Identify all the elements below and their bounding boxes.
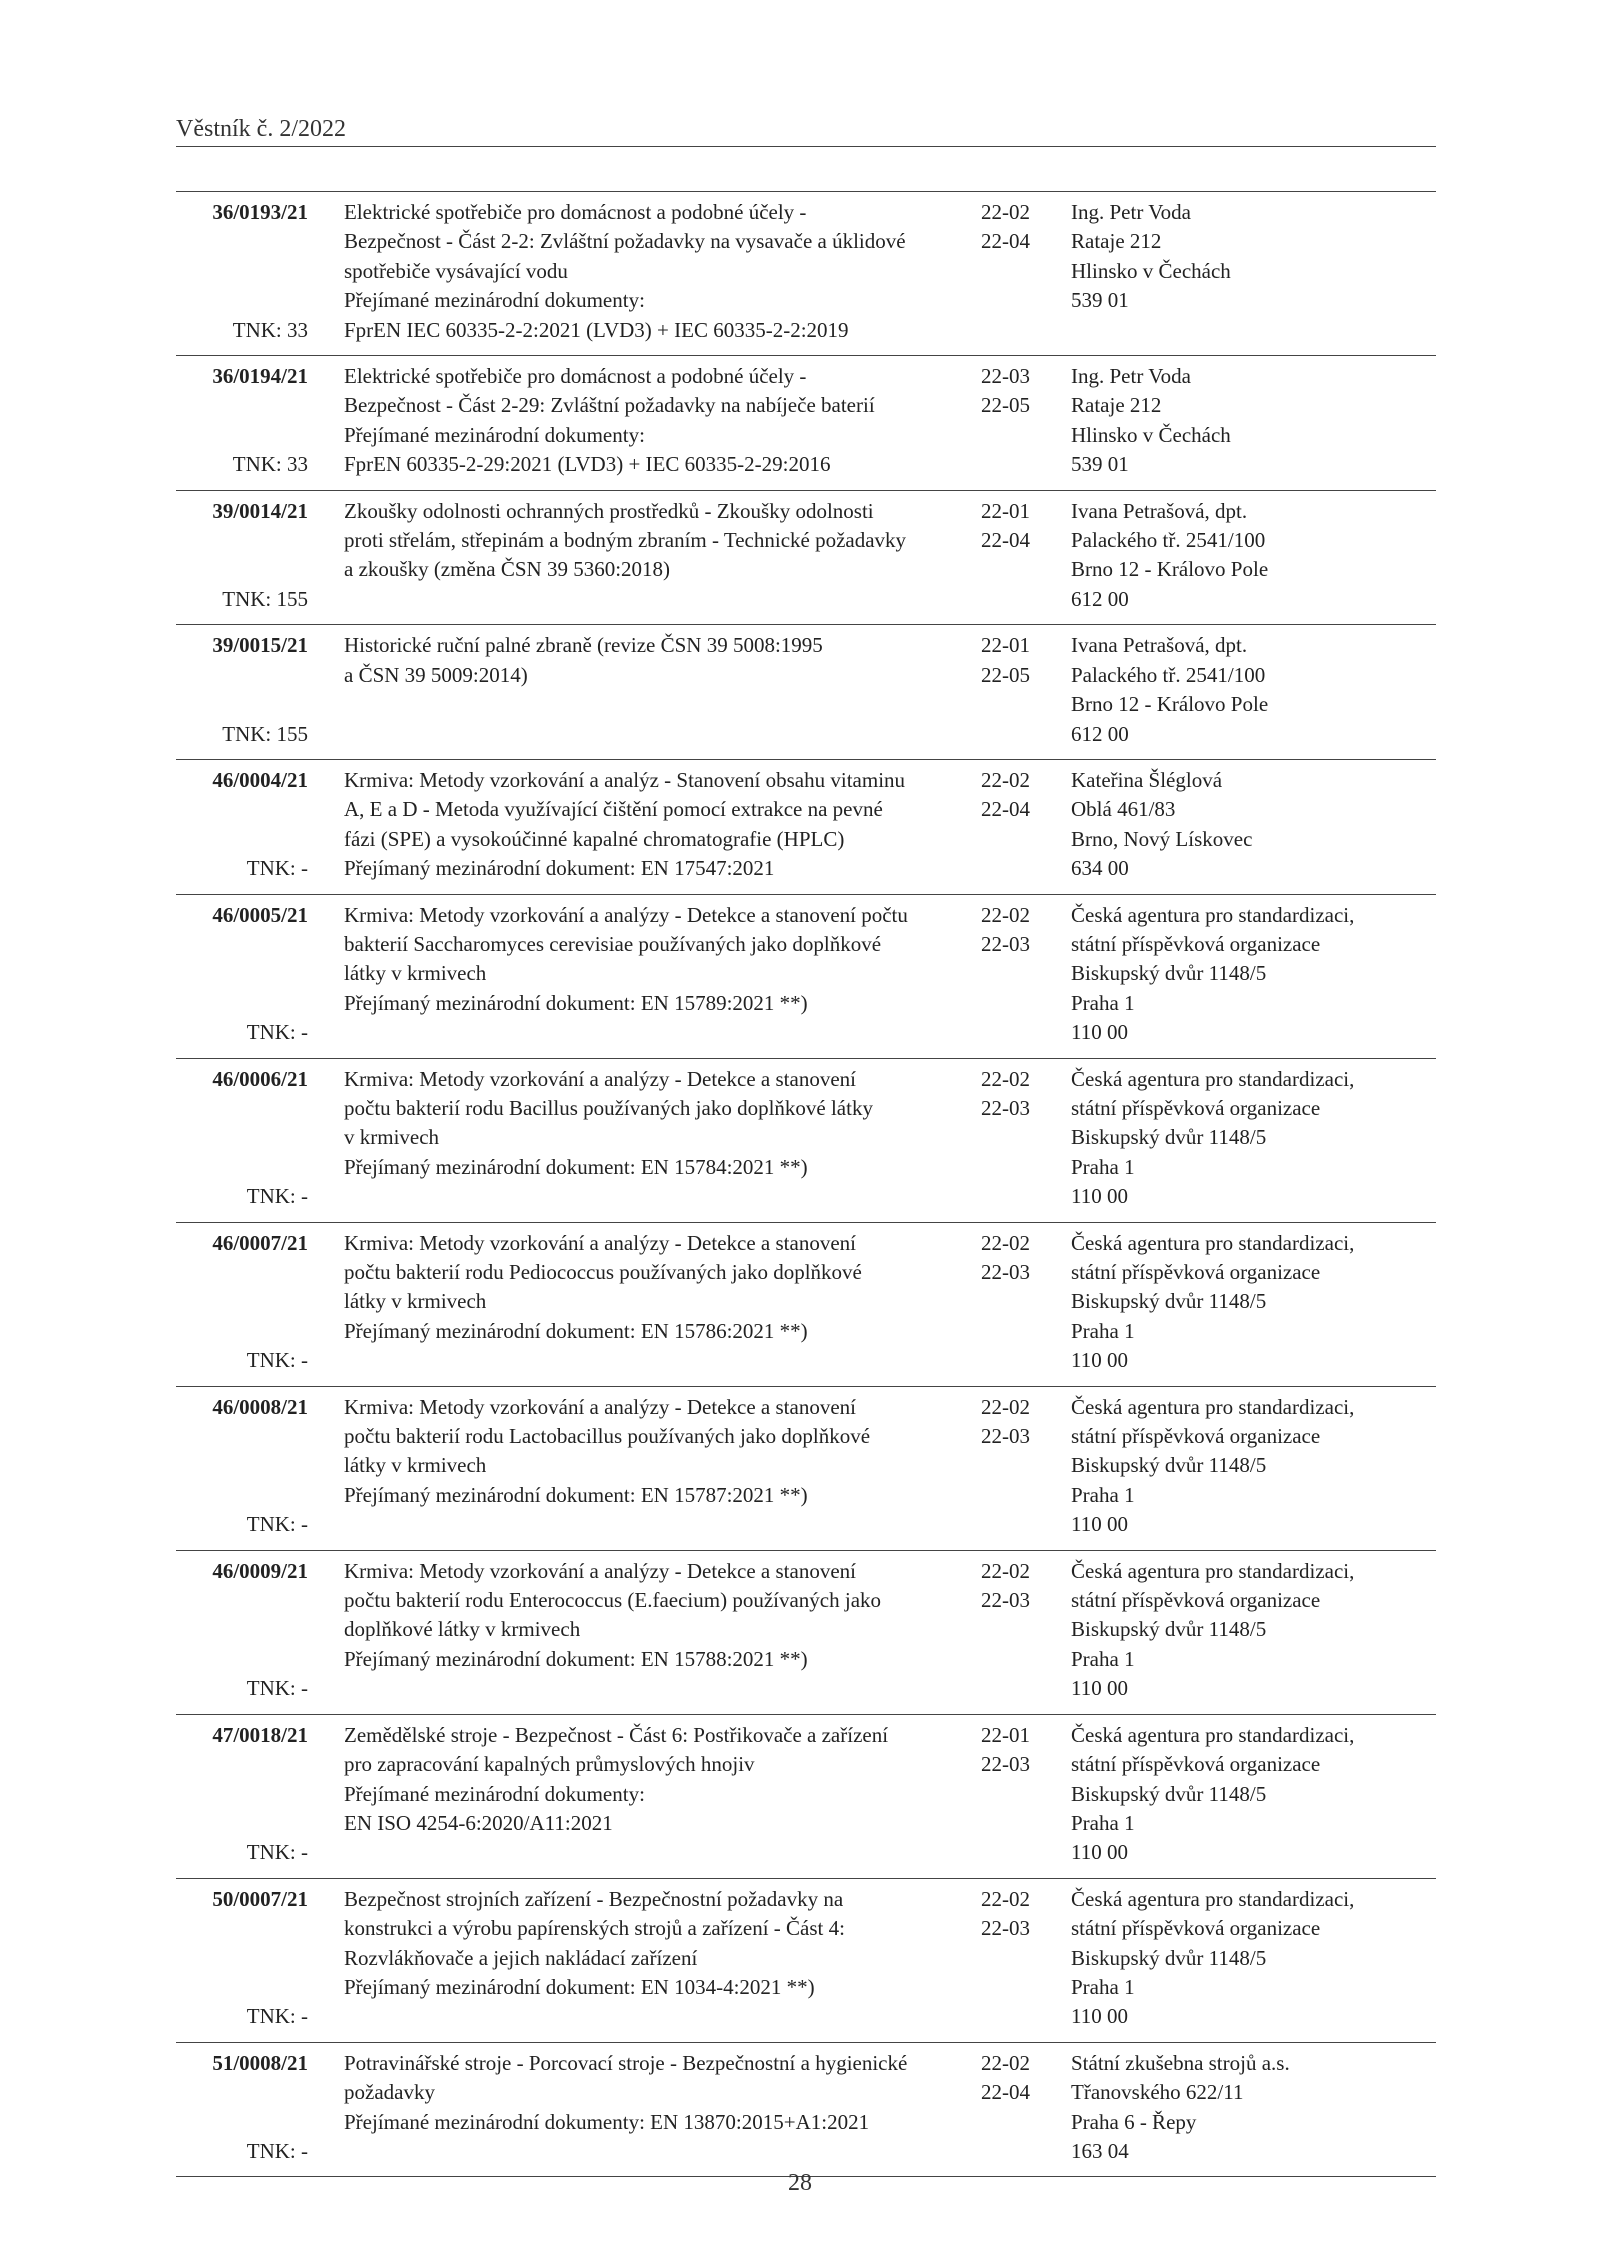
title-line: v krmivech — [344, 1125, 440, 1150]
entry-number: 46/0009/21 — [212, 1558, 308, 1583]
address-line: Biskupský dvůr 1148/5 — [1071, 961, 1267, 986]
title-line: A, E a D - Metoda využívající čištění pomocí extrakce na pevné — [344, 797, 883, 822]
address-line: státní příspěvková organizace — [1071, 931, 1321, 956]
page-number: 28 — [788, 2170, 812, 2196]
address-line: 539 01 — [1071, 288, 1129, 313]
date-value: 22-04 — [981, 229, 1030, 254]
title-line: Přejímaný mezinárodní dokument: EN 15787:2021 **) — [344, 1482, 808, 1507]
address-line: 110 00 — [1071, 1184, 1128, 1209]
title-line: a ČSN 39 5009:2014) — [344, 662, 528, 687]
entry-tnk: TNK: - — [246, 1840, 308, 1865]
entry-number: 51/0008/21 — [212, 2050, 308, 2075]
title-line: Přejímaný mezinárodní dokument: EN 15786:2021 **) — [344, 1318, 808, 1343]
entry-address — [1067, 362, 1436, 480]
entry-title — [308, 362, 975, 480]
entry-number: 36/0194/21 — [212, 364, 308, 389]
table-row — [176, 1879, 1436, 2043]
address-line: Palackého tř. 2541/100 — [1071, 528, 1266, 553]
entry-number: 39/0015/21 — [212, 633, 308, 658]
address-line: 110 00 — [1071, 1676, 1128, 1701]
entry-tnk: TNK: 33 — [232, 452, 308, 477]
title-line: počtu bakterií rodu Pediococcus používaných jako doplňkové — [344, 1260, 862, 1284]
page-header — [176, 112, 1436, 147]
entry-number: 46/0006/21 — [212, 1066, 308, 1091]
table-row — [176, 895, 1436, 1059]
address-line: Praha 1 — [1071, 1318, 1135, 1343]
date-value: 22-02 — [981, 1886, 1030, 1911]
entry-title — [308, 1229, 975, 1376]
title-line: Přejímané mezinárodní dokumenty: — [344, 422, 645, 447]
table-row — [176, 1059, 1436, 1223]
entry-number: 46/0007/21 — [212, 1230, 308, 1255]
entry-number: 47/0018/21 — [212, 1722, 308, 1747]
entry-tnk: TNK: - — [246, 2004, 308, 2029]
entry-address — [1067, 766, 1436, 884]
address-line: Praha 6 - Řepy — [1071, 2109, 1197, 2134]
address-line: státní příspěvková organizace — [1071, 1588, 1321, 1613]
entry-number: 39/0014/21 — [212, 498, 308, 523]
title-line: Krmiva: Metody vzorkování a analýzy - Detekce a stanovení — [344, 1558, 856, 1583]
address-line: 612 00 — [1071, 721, 1129, 746]
date-value: 22-01 — [981, 633, 1030, 658]
title-line: pro zapracování kapalných průmyslových hnojiv — [344, 1752, 755, 1777]
address-line: Praha 1 — [1071, 1646, 1135, 1671]
table-row — [176, 1551, 1436, 1715]
title-line: Potravinářské stroje - Porcovací stroje - Bezpečnostní a hygienické — [344, 2050, 908, 2075]
title-line: Krmiva: Metody vzorkování a analýzy - Detekce a stanovení — [344, 1394, 856, 1419]
entry-title — [308, 1885, 975, 2032]
title-line: požadavky — [344, 2080, 435, 2105]
address-line: Brno 12 - Královo Pole — [1071, 692, 1269, 717]
address-line: státní příspěvková organizace — [1071, 1916, 1321, 1941]
entry-tnk: TNK: - — [246, 1184, 308, 1209]
entry-number-cell — [176, 1229, 308, 1376]
entry-title — [308, 497, 975, 615]
title-line: Rozvlákňovače a jejich nakládací zařízení — [344, 1945, 698, 1970]
entry-tnk: TNK: - — [246, 1676, 308, 1701]
address-line: 163 04 — [1071, 2138, 1129, 2163]
entry-number-cell — [176, 1065, 308, 1212]
date-value: 22-02 — [981, 200, 1030, 224]
entry-number-cell — [176, 631, 308, 749]
address-line: 612 00 — [1071, 586, 1129, 611]
entry-tnk: TNK: 33 — [232, 317, 308, 342]
table-row — [176, 625, 1436, 760]
title-line: Krmiva: Metody vzorkování a analýzy - Detekce a stanovení — [344, 1066, 856, 1091]
date-value: 22-03 — [981, 1752, 1030, 1777]
entry-address — [1067, 198, 1436, 345]
title-line: bakterií Saccharomyces cerevisiae používaných jako doplňkové — [344, 931, 882, 956]
title-line: Elektrické spotřebiče pro domácnost a podobné účely - — [344, 364, 807, 389]
title-line: Bezpečnost strojních zařízení - Bezpečnostní požadavky na — [344, 1886, 844, 1911]
table-row — [176, 192, 1436, 356]
address-line: 110 00 — [1071, 1840, 1128, 1865]
entry-title — [308, 198, 975, 345]
entry-dates — [975, 198, 1067, 345]
address-line: Státní zkušebna strojů a.s. — [1071, 2050, 1290, 2075]
title-line: látky v krmivech — [344, 961, 487, 986]
entry-address — [1067, 2049, 1436, 2167]
entry-dates — [975, 766, 1067, 884]
title-line: konstrukci a výrobu papírenských strojů a zařízení - Část 4: — [344, 1916, 845, 1941]
title-line: a zkoušky (změna ČSN 39 5360:2018) — [344, 557, 671, 582]
address-line: Biskupský dvůr 1148/5 — [1071, 1945, 1267, 1970]
address-line: 110 00 — [1071, 2004, 1128, 2029]
entry-number: 36/0193/21 — [212, 200, 308, 224]
entry-address — [1067, 1557, 1436, 1704]
address-line: Brno 12 - Královo Pole — [1071, 557, 1269, 582]
entry-number: 50/0007/21 — [212, 1886, 308, 1911]
entry-tnk: TNK: 155 — [222, 586, 308, 611]
address-line: Oblá 461/83 — [1071, 797, 1176, 822]
title-line: doplňkové látky v krmivech — [344, 1617, 581, 1642]
entry-tnk: TNK: - — [246, 1020, 308, 1045]
date-value: 22-01 — [981, 1722, 1030, 1747]
date-value: 22-03 — [981, 1095, 1030, 1120]
title-line: Krmiva: Metody vzorkování a analýzy - Detekce a stanovení — [344, 1230, 856, 1255]
date-value: 22-03 — [981, 1424, 1030, 1449]
entry-title — [308, 2049, 975, 2167]
title-line: látky v krmivech — [344, 1453, 487, 1478]
standards-table — [176, 191, 1436, 2177]
entry-address — [1067, 631, 1436, 749]
date-value: 22-02 — [981, 1230, 1030, 1255]
date-value: 22-04 — [981, 528, 1030, 553]
title-line: Zkoušky odolnosti ochranných prostředků - Zkoušky odolnosti — [344, 498, 874, 523]
date-value: 22-03 — [981, 364, 1030, 389]
entry-title — [308, 1065, 975, 1212]
address-line: Třanovského 622/11 — [1071, 2080, 1244, 2105]
address-line: Hlinsko v Čechách — [1071, 422, 1231, 447]
table-row — [176, 1223, 1436, 1387]
entry-dates — [975, 1393, 1067, 1540]
table-row — [176, 356, 1436, 491]
title-line: Přejímané mezinárodní dokumenty: EN 13870:2015+A1:2021 — [344, 2109, 870, 2134]
bulletin-title: Věstník č. 2/2022 — [176, 116, 346, 142]
address-line: Česká agentura pro standardizaci, — [1071, 902, 1355, 927]
table-row — [176, 2043, 1436, 2178]
date-value: 22-02 — [981, 767, 1030, 792]
address-line: Rataje 212 — [1071, 229, 1162, 254]
address-line: Biskupský dvůr 1148/5 — [1071, 1617, 1267, 1642]
table-row — [176, 1715, 1436, 1879]
address-line: Ing. Petr Voda — [1071, 200, 1191, 224]
title-line: FprEN IEC 60335-2-2:2021 (LVD3) + IEC 60335-2-2:2019 — [344, 317, 849, 342]
table-row — [176, 1387, 1436, 1551]
entry-tnk: TNK: - — [246, 2138, 308, 2163]
title-line: Přejímané mezinárodní dokumenty: — [344, 1781, 645, 1806]
address-line: Hlinsko v Čechách — [1071, 258, 1231, 283]
title-line: FprEN 60335-2-29:2021 (LVD3) + IEC 60335-2-29:2016 — [344, 452, 831, 477]
address-line: Biskupský dvůr 1148/5 — [1071, 1289, 1267, 1314]
address-line: 110 00 — [1071, 1512, 1128, 1537]
title-line: Krmiva: Metody vzorkování a analýzy - Detekce a stanovení počtu — [344, 902, 908, 927]
address-line: Česká agentura pro standardizaci, — [1071, 1886, 1355, 1911]
address-line: státní příspěvková organizace — [1071, 1752, 1321, 1777]
address-line: Česká agentura pro standardizaci, — [1071, 1394, 1355, 1419]
entry-tnk: TNK: - — [246, 1348, 308, 1373]
date-value: 22-03 — [981, 931, 1030, 956]
title-line: počtu bakterií rodu Enterococcus (E.faecium) používaných jako — [344, 1588, 882, 1613]
address-line: 110 00 — [1071, 1348, 1128, 1373]
title-line: Přejímané mezinárodní dokumenty: — [344, 288, 645, 313]
date-value: 22-05 — [981, 662, 1030, 687]
entry-number-cell — [176, 1557, 308, 1704]
address-line: Česká agentura pro standardizaci, — [1071, 1066, 1355, 1091]
address-line: Palackého tř. 2541/100 — [1071, 662, 1266, 687]
title-line: Historické ruční palné zbraně (revize ČSN 39 5008:1995 — [344, 633, 823, 658]
address-line: státní příspěvková organizace — [1071, 1095, 1321, 1120]
entry-number: 46/0008/21 — [212, 1394, 308, 1419]
date-value: 22-02 — [981, 2050, 1030, 2075]
entry-dates — [975, 1229, 1067, 1376]
entry-number: 46/0004/21 — [212, 767, 308, 792]
address-line: 634 00 — [1071, 856, 1129, 881]
address-line: státní příspěvková organizace — [1071, 1424, 1321, 1449]
entry-dates — [975, 497, 1067, 615]
date-value: 22-01 — [981, 498, 1030, 523]
date-value: 22-02 — [981, 902, 1030, 927]
address-line: Česká agentura pro standardizaci, — [1071, 1230, 1355, 1255]
date-value: 22-04 — [981, 797, 1030, 822]
address-line: Brno, Nový Lískovec — [1071, 826, 1253, 851]
entry-dates — [975, 1885, 1067, 2032]
entry-number-cell — [176, 901, 308, 1048]
title-line: Zemědělské stroje - Bezpečnost - Část 6: Postřikovače a zařízení — [344, 1722, 889, 1747]
address-line: Rataje 212 — [1071, 393, 1162, 418]
title-line: Přejímaný mezinárodní dokument: EN 15788:2021 **) — [344, 1646, 808, 1671]
title-line: počtu bakterií rodu Bacillus používaných jako doplňkové látky — [344, 1095, 873, 1120]
title-line: Krmiva: Metody vzorkování a analýz - Stanovení obsahu vitaminu — [344, 767, 906, 792]
address-line: 110 00 — [1071, 1020, 1128, 1045]
entry-address — [1067, 901, 1436, 1048]
entry-dates — [975, 901, 1067, 1048]
entry-title — [308, 766, 975, 884]
title-line: Přejímaný mezinárodní dokument: EN 1034-4:2021 **) — [344, 1974, 815, 1999]
date-value: 22-03 — [981, 1260, 1030, 1284]
date-value: 22-05 — [981, 393, 1030, 418]
address-line: Praha 1 — [1071, 1154, 1135, 1179]
date-value: 22-03 — [981, 1588, 1030, 1613]
entry-address — [1067, 1721, 1436, 1868]
entry-number: 46/0005/21 — [212, 902, 308, 927]
entry-number-cell — [176, 766, 308, 884]
date-value: 22-02 — [981, 1394, 1030, 1419]
entry-title — [308, 901, 975, 1048]
address-line: 539 01 — [1071, 452, 1129, 477]
title-line: spotřebiče vysávající vodu — [344, 258, 568, 283]
address-line: Kateřina Šléglová — [1071, 767, 1223, 792]
entry-number-cell — [176, 1721, 308, 1868]
address-line: Biskupský dvůr 1148/5 — [1071, 1125, 1267, 1150]
title-line: fázi (SPE) a vysokoúčinné kapalné chromatografie (HPLC) — [344, 826, 845, 851]
title-line: Přejímaný mezinárodní dokument: EN 17547:2021 — [344, 856, 775, 881]
entry-tnk: TNK: - — [246, 856, 308, 881]
table-row — [176, 760, 1436, 895]
address-line: Ivana Petrašová, dpt. — [1071, 633, 1248, 658]
entry-number-cell — [176, 2049, 308, 2167]
date-value: 22-04 — [981, 2080, 1030, 2105]
address-line: Praha 1 — [1071, 990, 1135, 1015]
date-value: 22-03 — [981, 1916, 1030, 1941]
address-line: Česká agentura pro standardizaci, — [1071, 1558, 1355, 1583]
date-value: 22-02 — [981, 1558, 1030, 1583]
address-line: Biskupský dvůr 1148/5 — [1071, 1453, 1267, 1478]
address-line: Biskupský dvůr 1148/5 — [1071, 1781, 1267, 1806]
entry-number-cell — [176, 362, 308, 480]
title-line: EN ISO 4254-6:2020/A11:2021 — [344, 1810, 613, 1835]
address-line: Praha 1 — [1071, 1482, 1135, 1507]
entry-number-cell — [176, 198, 308, 345]
title-line: Elektrické spotřebiče pro domácnost a podobné účely - — [344, 200, 807, 224]
entry-title — [308, 1721, 975, 1868]
entry-dates — [975, 631, 1067, 749]
entry-dates — [975, 362, 1067, 480]
title-line: počtu bakterií rodu Lactobacillus používaných jako doplňkové — [344, 1424, 871, 1449]
entry-dates — [975, 1721, 1067, 1868]
title-line: Přejímaný mezinárodní dokument: EN 15789:2021 **) — [344, 990, 808, 1015]
entry-address — [1067, 497, 1436, 615]
entry-tnk: TNK: 155 — [222, 721, 308, 746]
entry-dates — [975, 1557, 1067, 1704]
address-line: Ing. Petr Voda — [1071, 364, 1191, 389]
title-line: Přejímaný mezinárodní dokument: EN 15784:2021 **) — [344, 1154, 808, 1179]
date-value: 22-02 — [981, 1066, 1030, 1091]
entry-address — [1067, 1393, 1436, 1540]
title-line: proti střelám, střepinám a bodným zbraním - Technické požadavky — [344, 528, 907, 553]
entry-number-cell — [176, 497, 308, 615]
entry-dates — [975, 1065, 1067, 1212]
entry-title — [308, 1393, 975, 1540]
address-line: Česká agentura pro standardizaci, — [1071, 1722, 1355, 1747]
entry-title — [308, 631, 975, 749]
entry-tnk: TNK: - — [246, 1512, 308, 1537]
entry-title — [308, 1557, 975, 1704]
entry-number-cell — [176, 1885, 308, 2032]
title-line: látky v krmivech — [344, 1289, 487, 1314]
title-line: Bezpečnost - Část 2-29: Zvláštní požadavky na nabíječe baterií — [344, 393, 875, 418]
entry-address — [1067, 1229, 1436, 1376]
entry-number-cell — [176, 1393, 308, 1540]
entry-address — [1067, 1065, 1436, 1212]
address-line: Praha 1 — [1071, 1974, 1135, 1999]
address-line: Praha 1 — [1071, 1810, 1135, 1835]
title-line: Bezpečnost - Část 2-2: Zvláštní požadavky na vysavače a úklidové — [344, 229, 906, 254]
address-line: státní příspěvková organizace — [1071, 1260, 1321, 1284]
address-line: Ivana Petrašová, dpt. — [1071, 498, 1248, 523]
entry-dates — [975, 2049, 1067, 2167]
table-row — [176, 491, 1436, 626]
entry-address — [1067, 1885, 1436, 2032]
